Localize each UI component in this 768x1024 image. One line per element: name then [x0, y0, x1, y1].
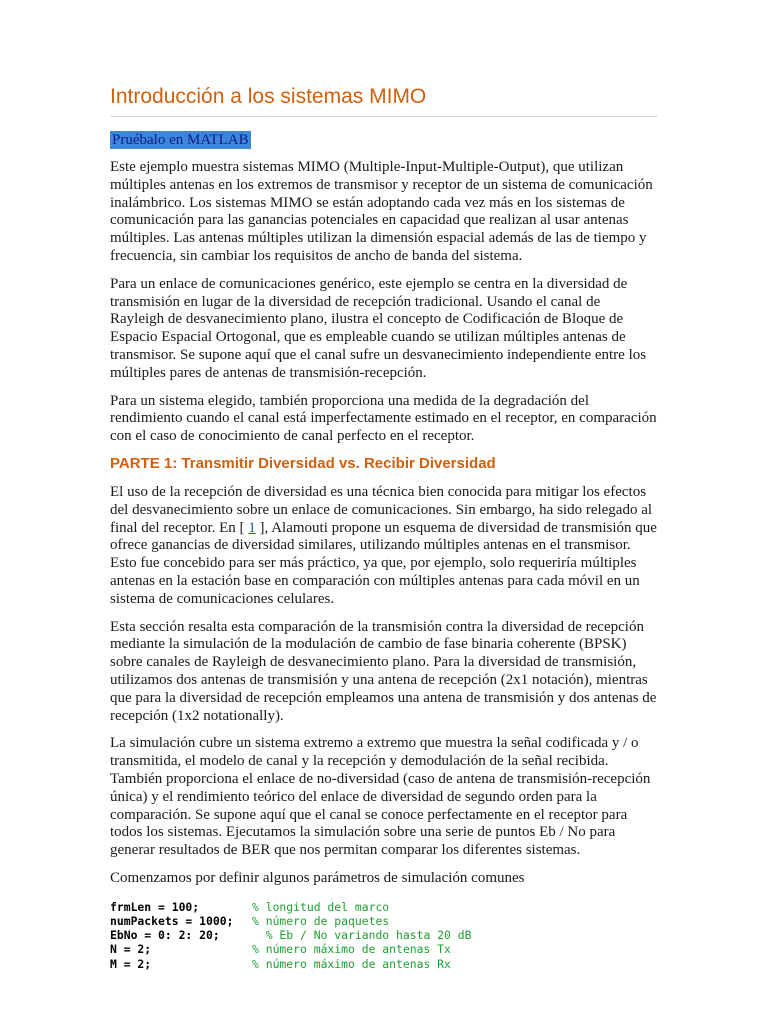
code-comment: % Eb / No variando hasta 20 dB [252, 928, 472, 943]
code-comment: % número de paquetes [252, 913, 390, 928]
part1-p1-text-before: El uso de la recepción de diversidad es una técnica bien conocida para mitigar los efectos del desvanecimiento sobre un enlace de comunicaciones. Sin embargo, ha sido relegado al final del receptor. En [ [110, 483, 653, 536]
code-line [110, 957, 658, 971]
intro-paragraph-2: Para un enlace de comunicaciones genérico, este ejemplo se centra en la diversidad de transmisión en lugar de la diversidad de recepción tradicional. Usando el canal de Rayleigh de desvanecimiento plano, ilustra el concepto de Codificación de Bloque de Espacio Espacial Ortogonal, que es empleable cuando se utilizan múltiples antenas de transmisor. Se supone aquí que el canal sufre un desvanecimiento independiente entre los múltiples pares de antenas de transmisión-recepción. [110, 275, 647, 381]
reference-link-1[interactable]: 1 [248, 519, 256, 536]
code-line [110, 928, 658, 942]
section-heading-part1: PARTE 1: Transmitir Diversidad vs. Recibir Diversidad [110, 454, 496, 472]
intro-paragraph-1: Este ejemplo muestra sistemas MIMO (Multiple-Input-Multiple-Output), que utilizan múltiples antenas en los extremos de transmisor y receptor de un sistema de comunicación inalámbrico. Los sistemas MIMO se están adoptando cada vez más en los sistemas de comunicación para las ganancias potenciales en capacidad que realizan al usar antenas múltiples. Las antenas múltiples utilizan la dimensión espacial además de las de tiempo y frecuencia, sin cambiar los requisitos de ancho de banda del sistema. [110, 159, 653, 264]
code-block [110, 900, 658, 971]
code-line [110, 942, 658, 956]
page-title: Introducción a los sistemas MIMO [110, 84, 658, 117]
part1-paragraph-3: La simulación cubre un sistema extremo a extremo que muestra la señal codificada y / o transmitida, el modelo de canal y la recepción y demodulación de la señal recibida. También proporciona el enlace de no-diversidad (caso de antena de transmisión-recepción única) y el rendimiento teórico del enlace de diversidad de segundo orden para la comparación. Se supone aquí que el canal se conoce perfectamente en el receptor para todos los sistemas. Ejecutamos la simulación sobre una serie de puntos Eb / No para generar resultados de BER que nos permitan comparar los diferentes sistemas. [110, 735, 651, 859]
part1-p1-text-after: ], Alamouti propone un esquema de diversidad de transmisión que ofrece ganancias de diversidad similares, utilizando múltiples antenas en el transmisor. Esto fue concebido para ser más práctico, ya que, por ejemplo, solo requeriría múltiples antenas en la estación base en comparación con múltiples antenas para cada móvil en un sistema de comunicaciones celulares. [110, 519, 657, 607]
code-comment: % número máximo de antenas Rx [252, 956, 451, 971]
code-statement: EbNo = 0: 2: 20; [110, 928, 220, 943]
code-statement: frmLen = 100; [110, 899, 200, 914]
part1-paragraph-1 [110, 484, 658, 609]
code-line [110, 914, 658, 928]
code-comment: % número máximo de antenas Tx [252, 942, 451, 957]
intro-paragraph-3: Para un sistema elegido, también proporciona una medida de la degradación del rendimiento cuando el canal está imperfectamente estimado en el receptor, en comparación con el caso de conocimiento de canal perfecto en el receptor. [110, 392, 657, 445]
code-statement: M = 2; [110, 956, 152, 971]
code-statement: numPackets = 1000; [110, 913, 234, 928]
code-statement: N = 2; [110, 942, 152, 957]
part1-paragraph-4: Comenzamos por definir algunos parámetros de simulación comunes [110, 869, 525, 886]
code-line [110, 900, 658, 914]
code-comment: % longitud del marco [252, 899, 390, 914]
part1-paragraph-2: Esta sección resalta esta comparación de la transmisión contra la diversidad de recepción mediante la simulación de la modulación de cambio de fase binaria coherente (BPSK) sobre canales de Rayleigh de desvanecimiento plano. Para la diversidad de transmisión, utilizamos dos antenas de transmisión y una antena de recepción (2x1 notación), mientras que para la diversidad de recepción empleamos una antena de transmisión y dos antenas de recepción (1x2 notationally). [110, 618, 657, 724]
try-in-matlab-link[interactable]: Pruébalo en MATLAB [112, 132, 249, 148]
